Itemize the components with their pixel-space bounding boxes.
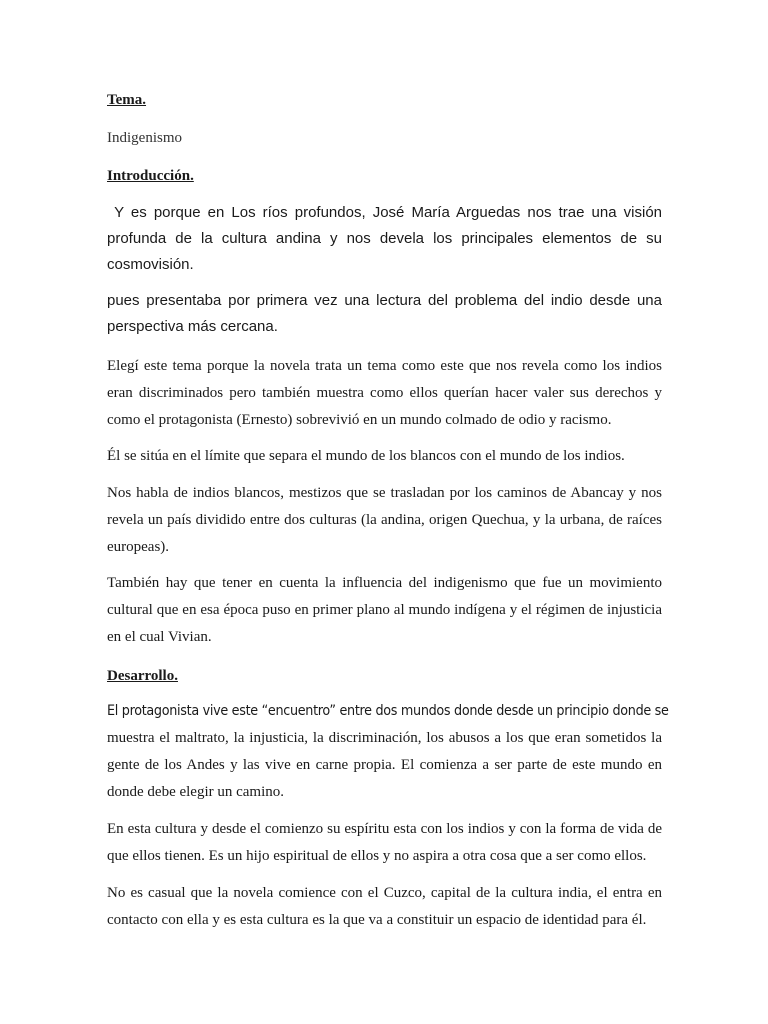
desarrollo-heading: Desarrollo. [107,668,178,684]
paragraph-boundary: Él se sitúa en el límite que separa el mundo de los blancos con el mundo de los indios. [107,448,625,464]
paragraph-topic-choice: Elegí este tema porque la novela trata un tema como este que nos revela como los indios eran discriminados pero también muestra como ellos querían hacer valer sus derechos y como el protagonista (Ernesto) sobrevivió en un mundo colmado de odio y racismo. [107,358,662,428]
paragraph-cuzco: No es casual que la novela comience con el Cuzco, capital de la cultura india, el entra en contacto con ella y es esta cultura es la que va a constituir un espacio de identidad para él. [107,885,662,928]
intro-paragraph-2: pues presentaba por primera vez una lectura del problema del indio desde una perspectiva más cercana. [107,292,662,335]
paragraph-two-cultures: Nos habla de indios blancos, mestizos que se trasladan por los caminos de Abancay y nos revela un país dividido entre dos culturas (la andina, origen Quechua, y la urbana, de raíces europeas). [107,485,662,555]
tema-heading: Tema. [107,92,147,108]
paragraph-encuentro-body: muestra el maltrato, la injusticia, la discriminación, los abusos a los que eran sometidos la gente de los Andes y las vive en carne propia. El comienza a ser parte de este mundo en donde debe elegir un camino. [107,730,662,800]
paragraph-indigenismo: También hay que tener en cuenta la influencia del indigenismo que fue un movimiento cultural que en esa época puso en primer plano al mundo indígena y el régimen de injusticia en el cual Vivian. [107,575,662,645]
tema-value: Indigenismo [107,130,182,146]
paragraph-encuentro-first-line: El protagonista vive este “encuentro” entre dos mundos donde desde un principio donde se [107,703,669,719]
paragraph-spirit: En esta cultura y desde el comienzo su espíritu esta con los indios y con la forma de vida de que ellos tienen. Es un hijo espiritual de ellos y no aspira a otra cosa que a ser como ellos. [107,821,662,864]
intro-paragraph-1: Y es porque en Los ríos profundos, José María Arguedas nos trae una visión profunda de la cultura andina y nos devela los principales elementos de su cosmovisión. [107,204,667,273]
paragraph-encuentro [107,698,669,806]
introduction-heading: Introducción. [107,168,194,184]
